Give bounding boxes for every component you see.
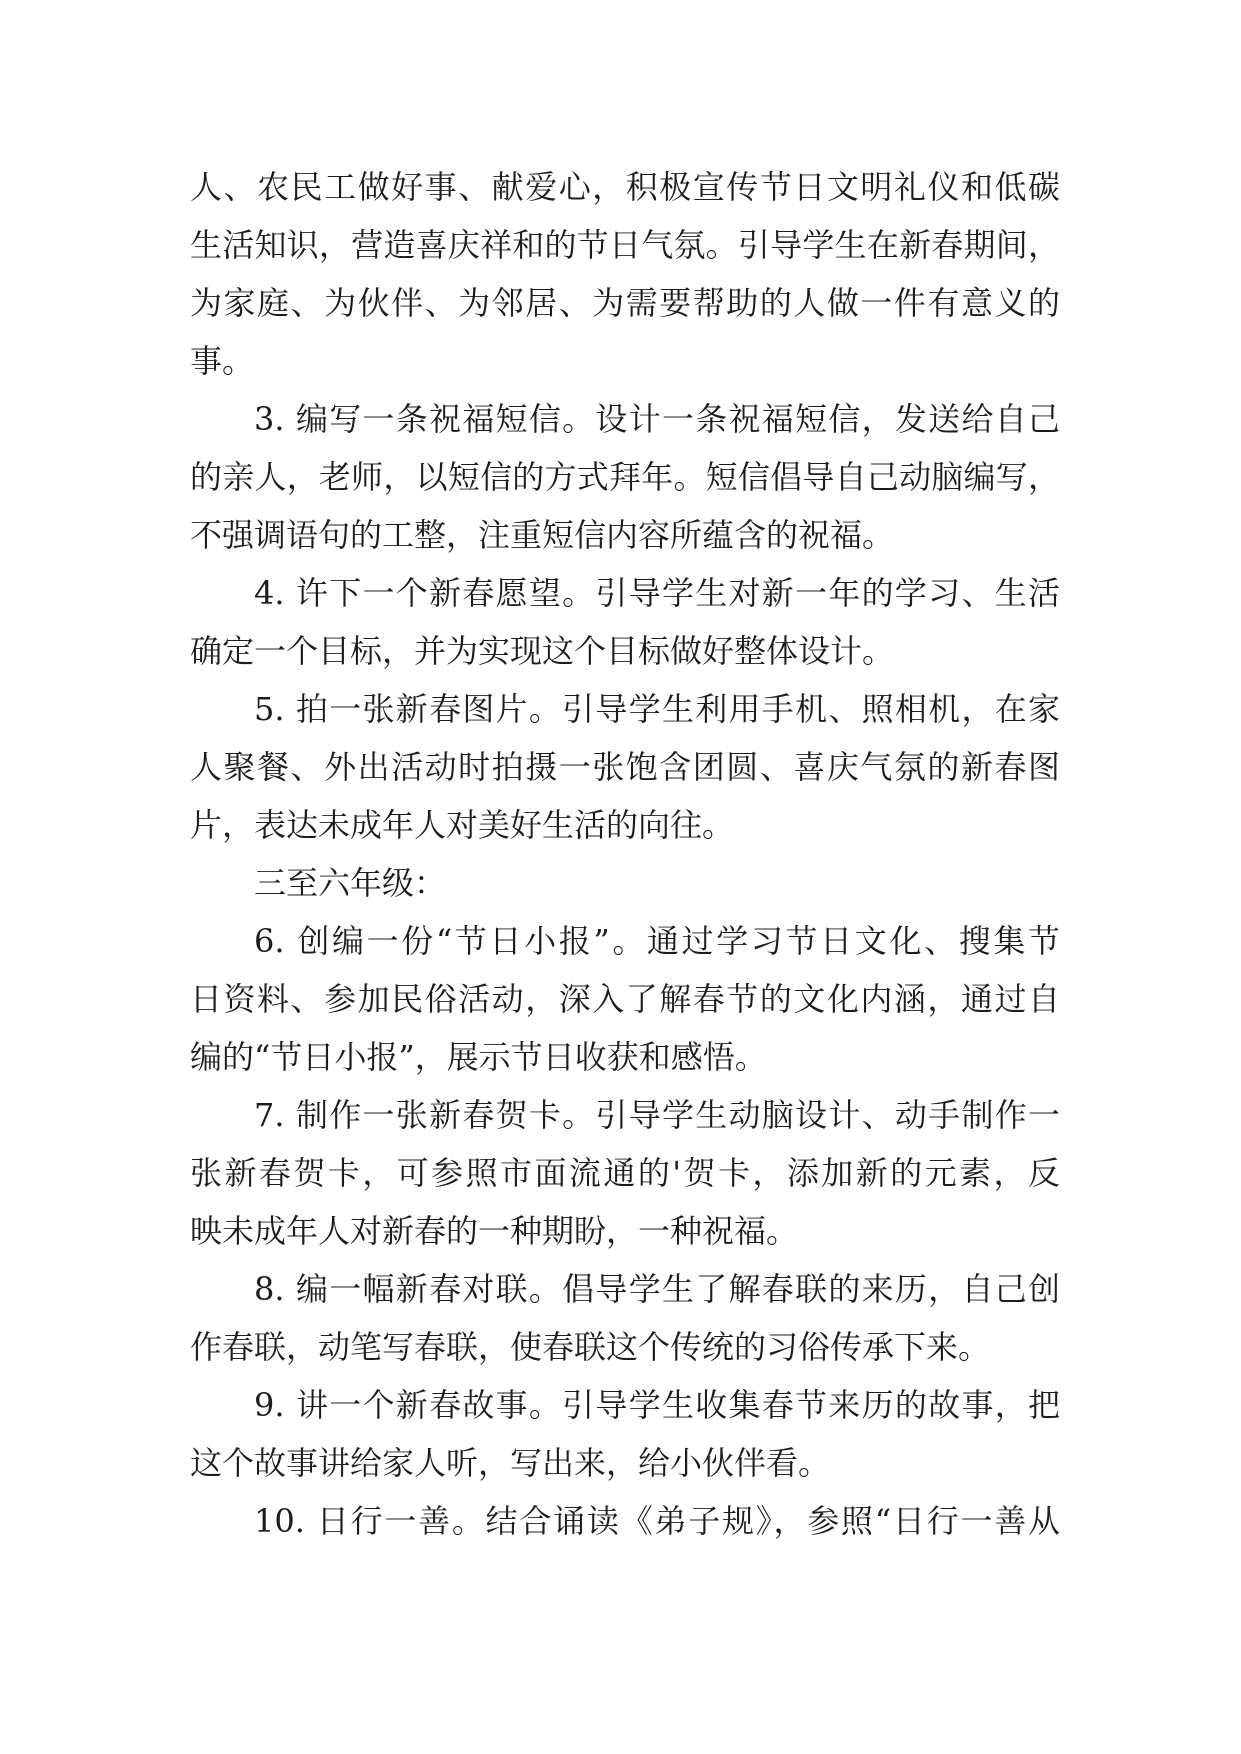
text-line: 人、农民工做好事、献爱心，积极宣传节日文明礼仪和低碳 (190, 168, 1060, 206)
text-line: 为家庭、为伙伴、为邻居、为需要帮助的人做一件有意义的 (190, 284, 1060, 322)
text-line: 3. 编写一条祝福短信。设计一条祝福短信，发送给自己 (254, 400, 1060, 438)
text-line: 5. 拍一张新春图片。引导学生利用手机、照相机，在家 (254, 690, 1060, 728)
text-line: 6. 创编一份“节日小报”。通过学习节日文化、搜集节 (254, 922, 1060, 960)
text-line: 片，表达未成年人对美好生活的向往。 (190, 806, 735, 844)
document-body (190, 158, 1060, 1550)
text-line: 张新春贺卡，可参照市面流通的'贺卡，添加新的元素，反 (190, 1154, 1060, 1192)
text-line: 10. 日行一善。结合诵读《弟子规》，参照“日行一善从 (254, 1502, 1060, 1540)
text-line: 编的“节日小报”，展示节日收获和感悟。 (190, 1038, 767, 1076)
text-line: 8. 编一幅新春对联。倡导学生了解春联的来历，自己创 (254, 1270, 1060, 1308)
text-line: 7. 制作一张新春贺卡。引导学生动脑设计、动手制作一 (254, 1096, 1060, 1134)
text-line: 这个故事讲给家人听，写出来，给小伙伴看。 (190, 1444, 831, 1482)
text-line: 4. 许下一个新春愿望。引导学生对新一年的学习、生活 (254, 574, 1060, 612)
section-heading: 三至六年级： (254, 864, 447, 902)
text-line: 的亲人，老师，以短信的方式拜年。短信倡导自己动脑编写， (190, 458, 1060, 496)
text-line: 事。 (190, 342, 255, 380)
text-line: 确定一个目标，并为实现这个目标做好整体设计。 (190, 632, 895, 670)
text-line: 不强调语句的工整，注重短信内容所蕴含的祝福。 (190, 516, 895, 554)
text-line: 人聚餐、外出活动时拍摄一张饱含团圆、喜庆气氛的新春图 (190, 748, 1060, 786)
text-line: 生活知识，营造喜庆祥和的节日气氛。引导学生在新春期间， (190, 226, 1060, 264)
text-line: 作春联，动笔写春联，使春联这个传统的习俗传承下来。 (190, 1328, 991, 1366)
text-line: 9. 讲一个新春故事。引导学生收集春节来历的故事，把 (254, 1386, 1060, 1424)
text-line: 日资料、参加民俗活动，深入了解春节的文化内涵，通过自 (190, 980, 1060, 1018)
text-line: 映未成年人对新春的一种期盼，一种祝福。 (190, 1212, 799, 1250)
